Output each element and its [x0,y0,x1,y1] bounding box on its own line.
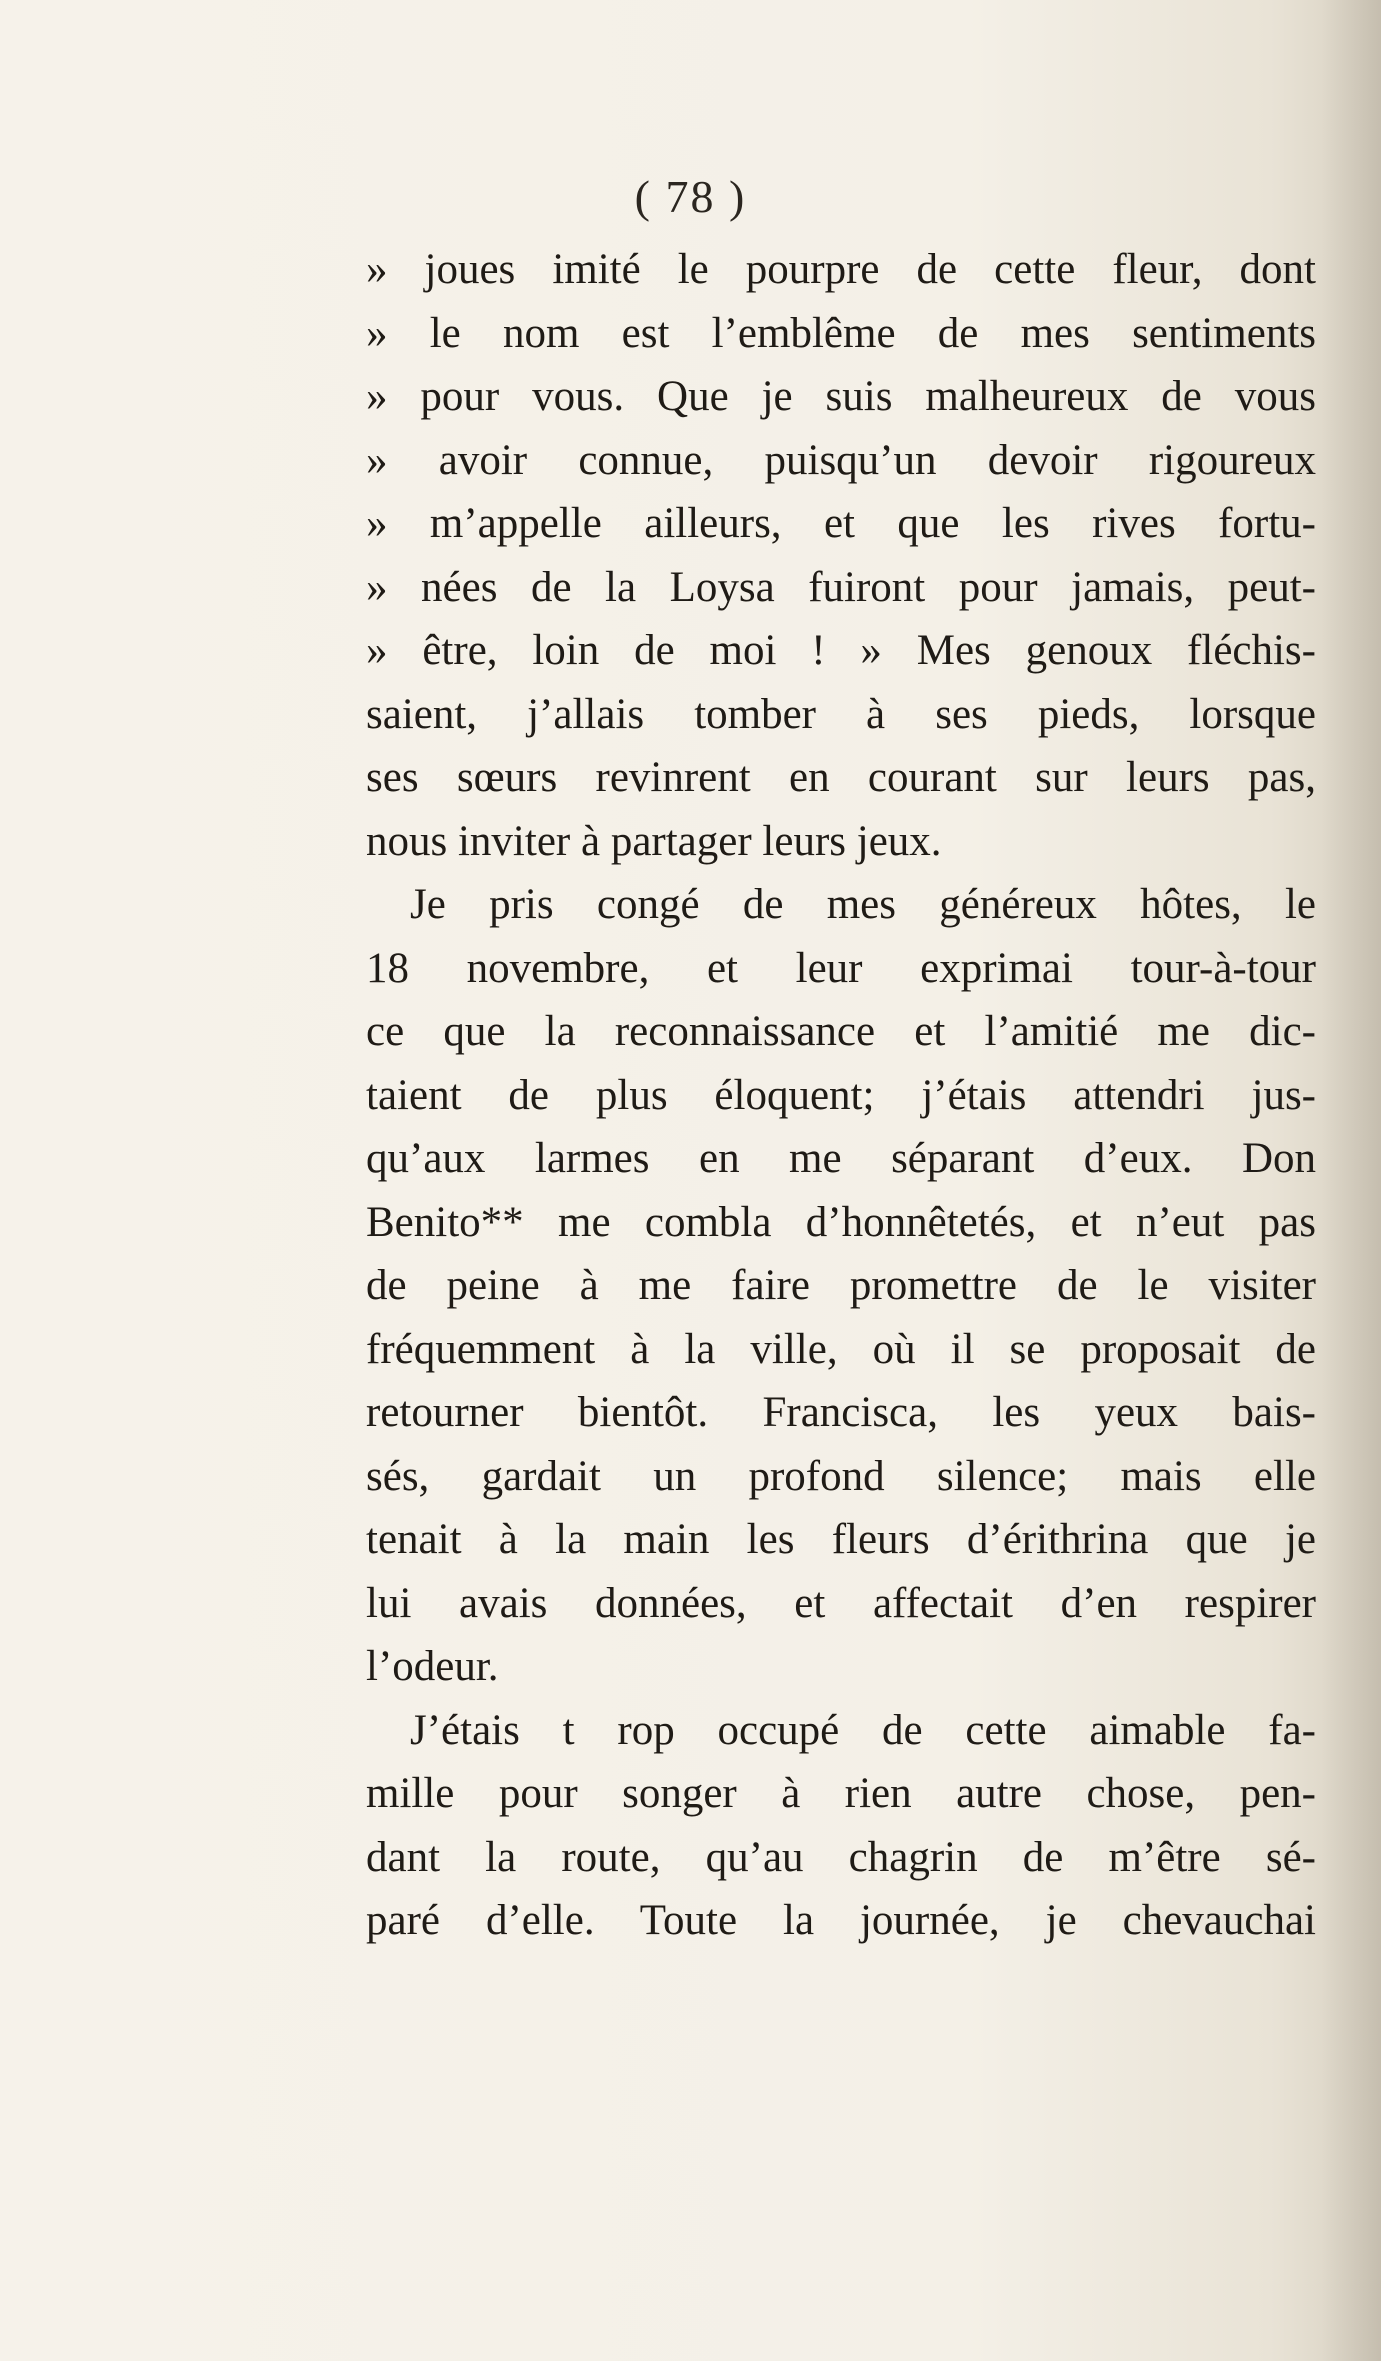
text-line: » être, loin de moi ! » Mes genoux fléchis- [366,627,1316,674]
text-line: lui avais données, et affectait d’en respirer [366,1579,1316,1627]
text-line: » nées de la Loysa fuiront pour jamais, peut- [366,563,1316,611]
text-line: » m’appelle ailleurs, et que les rives fortu- [366,500,1316,547]
text-line: ses sœurs revinrent en courant sur leurs pas, [366,754,1316,801]
text-line: ce que la reconnaissance et l’amitié me dic- [366,1008,1316,1055]
text-line: sés, gardait un profond silence; mais elle [366,1452,1316,1500]
text-line: » joues imité le pourpre de cette fleur, dont [366,246,1316,293]
text-line: tenait à la main les fleurs d’érithrina que je [366,1516,1316,1563]
text-line: » le nom est l’emblême de mes sentiments [366,309,1316,357]
text-line: dant la route, qu’au chagrin de m’être sé- [366,1833,1316,1881]
text-line: 18 novembre, et leur exprimai tour-à-tour [366,944,1316,992]
text-line: nous inviter à partager leurs jeux. [366,817,942,865]
text-line: retourner bientôt. Francisca, les yeux bais- [366,1389,1316,1436]
text-line: Benito** me combla d’honnêtetés, et n’eut pas [366,1198,1316,1246]
text-line: de peine à me faire promettre de le visiter [366,1262,1316,1309]
text-line: l’odeur. [366,1643,499,1690]
text-line: fréquemment à la ville, où il se proposait de [366,1325,1316,1373]
text-line: saient, j’allais tomber à ses pieds, lorsque [366,690,1316,738]
text-line: » avoir connue, puisqu’un devoir rigoureux [366,436,1316,484]
body-text [366,238,1316,1953]
text-line: paré d’elle. Toute la journée, je chevauchai [366,1897,1316,1944]
text-line: » pour vous. Que je suis malheureux de vous [366,373,1316,420]
gutter-shadow [1321,0,1381,2361]
text-line: qu’aux larmes en me séparant d’eux. Don [366,1135,1316,1182]
paragraph-start-line: Je pris congé de mes généreux hôtes, le [410,881,1316,928]
text-line: mille pour songer à rien autre chose, pen- [366,1770,1316,1817]
paragraph-start-line: J’étais t rop occupé de cette aimable fa- [410,1706,1316,1754]
text-line: taient de plus éloquent; j’étais attendri jus- [366,1071,1316,1119]
page-number: ( 78 ) [634,171,747,222]
